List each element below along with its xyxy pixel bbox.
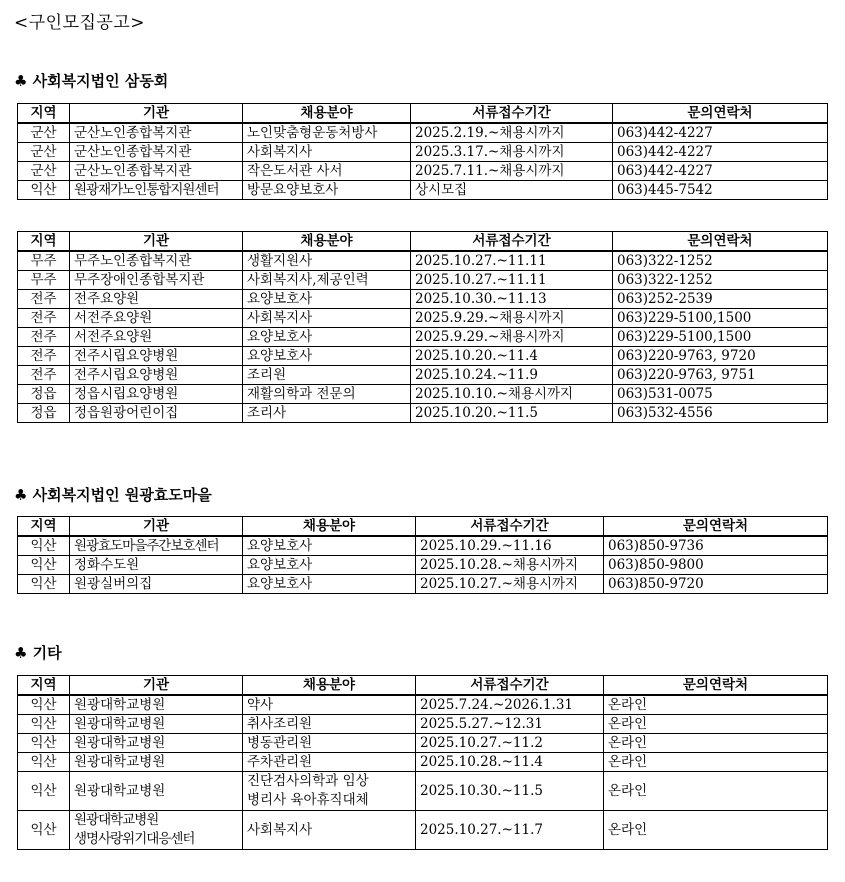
cell-field: 사회복지사 [243,143,411,162]
table-row [18,772,828,811]
table-row [18,251,828,271]
section-title-text: ♣ 사회복지법인 원광효도마을 [14,486,212,504]
cell-region: 익산 [18,753,70,772]
cell-period: 2025.10.27.~채용시까지 [416,575,604,594]
table-row [18,556,828,575]
cell-contact: 063)220-9763, 9720 [613,347,828,366]
cell-field: 재활의학과 전문의 [243,385,411,404]
cell-field: 약사 [243,695,416,715]
cell-agency: 원광재가노인통합지원센터 [70,181,243,200]
cell-period: 2025.10.29.~11.16 [416,536,604,556]
cell-period: 2025.10.27.~11.7 [416,811,604,850]
cell-contact: 온라인 [604,715,828,734]
cell-period: 2025.10.24.~11.9 [411,366,613,385]
cell-agency: 원광대학교병원 [70,734,243,753]
table-row [18,811,828,850]
cell-contact: 063)532-4556 [613,404,828,423]
cell-contact: 063)322-1252 [613,251,828,271]
header-field: 채용분야 [243,676,416,696]
header-contact: 문의연락처 [604,676,828,696]
cell-region: 군산 [18,143,70,162]
cell-region: 정읍 [18,385,70,404]
cell-contact: 063)229-5100,1500 [613,328,828,347]
cell-period: 2025.5.27.~12.31 [416,715,604,734]
cell-field: 조리원 [243,366,411,385]
header-period: 서류접수기간 [416,517,604,537]
cell-period: 2025.9.29.~채용시까지 [411,309,613,328]
cell-region: 군산 [18,123,70,143]
cell-agency: 군산노인종합복지관 [70,123,243,143]
cell-period: 2025.9.29.~채용시까지 [411,328,613,347]
cell-contact: 온라인 [604,753,828,772]
cell-field: 병동관리원 [243,734,416,753]
table-row [18,404,828,423]
cell-field: 조리사 [243,404,411,423]
cell-contact: 063)220-9763, 9751 [613,366,828,385]
section-title-samdong [14,70,168,91]
table-row [18,385,828,404]
cell-agency: 전주시립요양병원 [70,347,243,366]
header-region: 지역 [18,104,70,124]
header-period: 서류접수기간 [416,676,604,696]
cell-contact: 063)850-9800 [604,556,828,575]
cell-region: 전주 [18,309,70,328]
cell-contact: 063)442-4227 [613,123,828,143]
table-row [18,734,828,753]
cell-period: 2025.10.27.~11.11 [411,251,613,271]
cell-agency: 원광대학교병원 [70,753,243,772]
cell-region: 익산 [18,556,70,575]
header-agency: 기관 [70,104,243,124]
header-field: 채용분야 [243,232,411,252]
cell-agency: 무주장애인종합복지관 [70,271,243,290]
header-region: 지역 [18,676,70,696]
header-agency: 기관 [70,676,243,696]
table-row [18,162,828,181]
cell-agency: 전주시립요양병원 [70,366,243,385]
cell-region: 전주 [18,328,70,347]
cell-period: 2025.7.24.~2026.1.31 [416,695,604,715]
cell-agency: 무주노인종합복지관 [70,251,243,271]
table-row [18,715,828,734]
cell-agency: 원광효도마을주간보호센터 [70,536,243,556]
cell-contact: 063)322-1252 [613,271,828,290]
header-agency: 기관 [70,232,243,252]
cell-field: 작은도서관 사서 [243,162,411,181]
cell-region: 익산 [18,715,70,734]
cell-field: 사회복지사 [243,811,416,850]
cell-period: 2025.10.30.~11.5 [416,772,604,811]
cell-period: 2025.10.27.~11.2 [416,734,604,753]
cell-agency: 군산노인종합복지관 [70,143,243,162]
table-header-row [18,517,828,537]
cell-agency: 원광대학교병원 [70,695,243,715]
cell-agency: 정읍시립요양병원 [70,385,243,404]
cell-period: 2025.3.17.~채용시까지 [411,143,613,162]
cell-agency: 전주요양원 [70,290,243,309]
table-row [18,753,828,772]
cell-field: 방문요양보호사 [243,181,411,200]
cell-agency: 원광대학교병원 생명사랑위기대응센터 [70,811,243,850]
cell-period: 2025.10.28.~11.4 [416,753,604,772]
cell-period: 2025.10.20.~11.5 [411,404,613,423]
section-title-text: ♣ 사회복지법인 삼동회 [14,72,169,90]
cell-period: 2025.10.30.~11.13 [411,290,613,309]
page-title: <구인모집공고> [14,13,146,33]
header-agency: 기관 [70,517,243,537]
cell-agency: 원광대학교병원 [70,772,243,811]
table-row [18,347,828,366]
header-contact: 문의연락처 [613,232,828,252]
cell-region: 무주 [18,271,70,290]
cell-field: 요양보호사 [243,290,411,309]
cell-field: 요양보호사 [243,347,411,366]
cell-field: 사회복지사,제공인력 [243,271,411,290]
cell-agency: 정읍원광어린이집 [70,404,243,423]
table-header-row [18,232,828,252]
header-period: 서류접수기간 [411,232,613,252]
cell-period: 2025.10.27.~11.11 [411,271,613,290]
cell-field: 요양보호사 [243,328,411,347]
cell-period: 2025.10.28.~채용시까지 [416,556,604,575]
cell-agency: 서전주요양원 [70,309,243,328]
cell-field: 주차관리원 [243,753,416,772]
cell-contact: 063)850-9736 [604,536,828,556]
cell-period: 2025.7.11.~채용시까지 [411,162,613,181]
table-row [18,366,828,385]
recruit-table [17,516,828,594]
header-period: 서류접수기간 [411,104,613,124]
table-row [18,328,828,347]
table-header-row [18,676,828,696]
recruit-table [17,231,828,423]
cell-region: 무주 [18,251,70,271]
cell-contact: 온라인 [604,772,828,811]
cell-region: 익산 [18,575,70,594]
header-region: 지역 [18,517,70,537]
cell-field: 생활지원사 [243,251,411,271]
cell-agency: 원광대학교병원 [70,715,243,734]
cell-contact: 온라인 [604,695,828,715]
header-field: 채용분야 [243,517,416,537]
cell-region: 익산 [18,734,70,753]
section-title-hyodo [14,484,212,505]
cell-contact: 온라인 [604,811,828,850]
cell-contact: 063)229-5100,1500 [613,309,828,328]
cell-agency: 원광실버의집 [70,575,243,594]
header-field: 채용분야 [243,104,411,124]
cell-contact: 063)850-9720 [604,575,828,594]
cell-region: 전주 [18,366,70,385]
cell-agency: 정화수도원 [70,556,243,575]
cell-field: 요양보호사 [243,575,416,594]
cell-agency: 서전주요양원 [70,328,243,347]
cell-contact: 063)252-2539 [613,290,828,309]
cell-field: 요양보호사 [243,556,416,575]
header-contact: 문의연락처 [613,104,828,124]
header-contact: 문의연락처 [604,517,828,537]
cell-region: 익산 [18,695,70,715]
table-row [18,123,828,143]
cell-contact: 063)442-4227 [613,162,828,181]
cell-region: 익산 [18,811,70,850]
cell-region: 익산 [18,772,70,811]
cell-agency: 군산노인종합복지관 [70,162,243,181]
table-row [18,181,828,200]
table-row [18,695,828,715]
table-row [18,290,828,309]
table-header-row [18,104,828,124]
cell-field: 취사조리원 [243,715,416,734]
section-title-other [14,642,62,663]
table-row [18,271,828,290]
cell-contact: 063)445-7542 [613,181,828,200]
cell-period: 2025.2.19.~채용시까지 [411,123,613,143]
header-region: 지역 [18,232,70,252]
table-row [18,143,828,162]
cell-field: 요양보호사 [243,536,416,556]
cell-field: 노인맞춤형운동처방사 [243,123,411,143]
section-title-text: ♣ 기타 [14,644,62,662]
cell-contact: 온라인 [604,734,828,753]
cell-region: 익산 [18,181,70,200]
cell-field: 진단검사의학과 임상 병리사 육아휴직대체 [243,772,416,811]
cell-field: 사회복지사 [243,309,411,328]
cell-region: 정읍 [18,404,70,423]
recruit-table [17,675,828,850]
recruit-table [17,103,828,200]
cell-region: 익산 [18,536,70,556]
cell-region: 전주 [18,347,70,366]
table-row [18,309,828,328]
table-row [18,536,828,556]
cell-period: 2025.10.20.~11.4 [411,347,613,366]
table-row [18,575,828,594]
cell-contact: 063)531-0075 [613,385,828,404]
cell-region: 군산 [18,162,70,181]
cell-period: 2025.10.10.~채용시까지 [411,385,613,404]
cell-period: 상시모집 [411,181,613,200]
cell-contact: 063)442-4227 [613,143,828,162]
cell-region: 전주 [18,290,70,309]
